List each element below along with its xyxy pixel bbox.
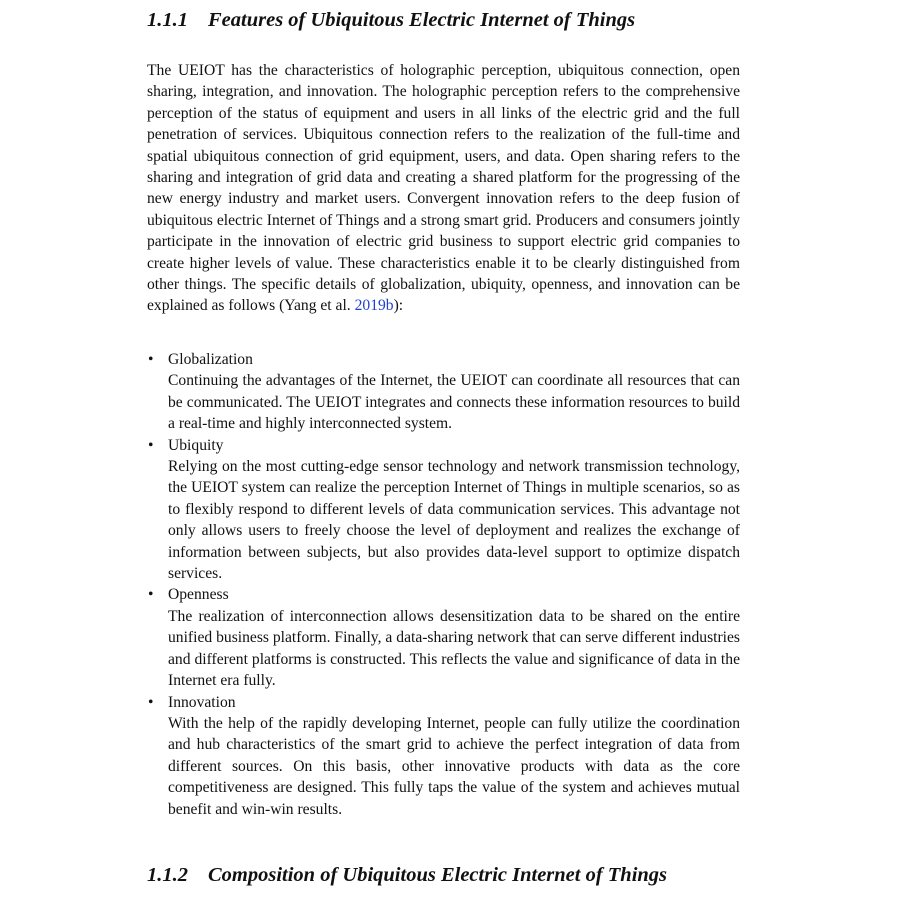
bullet-description: The realization of interconnection allows desensitization data to be shared on the entire unified business platform. Finally, a data-sharing network that can serve different industries and different platforms is constructed. This reflects the value and significance of data in the Internet era fully. [168, 607, 740, 690]
list-item-ubiquity [147, 435, 740, 585]
bullet-description: Relying on the most cutting-edge sensor technology and network transmission technology, the UEIOT system can realize the perception Internet of Things in multiple scenarios, so as to flexibly respond to different levels of data communication services. This advantage not only allows users to freely choose the level of deployment and realizes the exchange of information between subjects, but also provides data-level support to optimize dispatch services. [168, 458, 740, 583]
bullet-icon: • [148, 693, 154, 711]
intro-text: The UEIOT has the characteristics of holographic perception, ubiquitous connection, open sharing, integration, and innovation. The holographic perception refers to the comprehensive perception of the status of equipment and users in all links of the electric grid and the full penetration of services. Ubiquitous connection refers to the realization of the full-time and spatial ubiquitous connection of grid equipment, users, and data. Open sharing refers to the sharing and integration of grid data and creating a shared platform for the progressing of the new energy industry and market users. Convergent innovation refers to the deep fusion of ubiquitous electric Internet of Things and a strong smart grid. Producers and consumers jointly participate in the innovation of electric grid business to support electric grid companies to create higher levels of value. These characteristics enable it to be clearly distinguished from other things. The specific details of globalization, ubiquity, openness, and innovation can be explained as follows (Yang et al. [147, 62, 740, 315]
section-heading-composition [147, 863, 667, 887]
bullet-description: With the help of the rapidly developing Internet, people can fully utilize the coordination and hub characteristics of the smart grid to achieve the perfect integration of data from different sources. On this basis, other innovative products with data as the core competitiveness are designed. This fully taps the value of the system and achieves mutual benefit and win-win results. [168, 714, 740, 818]
bullet-icon: • [148, 351, 154, 368]
section-number: 1.1.2 [147, 864, 188, 886]
bullet-title: Openness [168, 586, 229, 604]
section-title: Composition of Ubiquitous Electric Internet of Things [208, 864, 668, 886]
section-number: 1.1.1 [147, 9, 188, 31]
bullet-title: Innovation [168, 693, 236, 711]
bullet-icon: • [148, 586, 154, 604]
citation-link[interactable]: 2019b [354, 297, 394, 315]
bullet-icon: • [148, 436, 154, 454]
section-heading-features [147, 8, 635, 32]
bullet-title: Ubiquity [168, 436, 224, 454]
intro-paragraph [147, 60, 740, 317]
list-item-openness [147, 584, 740, 691]
intro-closing: ): [393, 297, 404, 315]
feature-list [147, 349, 740, 820]
list-item-innovation [147, 692, 740, 820]
list-item-globalization [147, 349, 740, 435]
bullet-title: Globalization [168, 351, 253, 368]
section-title: Features of Ubiquitous Electric Internet of Things [208, 9, 636, 31]
bullet-description: Continuing the advantages of the Internet, the UEIOT can coordinate all resources that can be communicated. The UEIOT integrates and connects these information resources to build a real-time and highly interconnected system. [168, 372, 740, 433]
